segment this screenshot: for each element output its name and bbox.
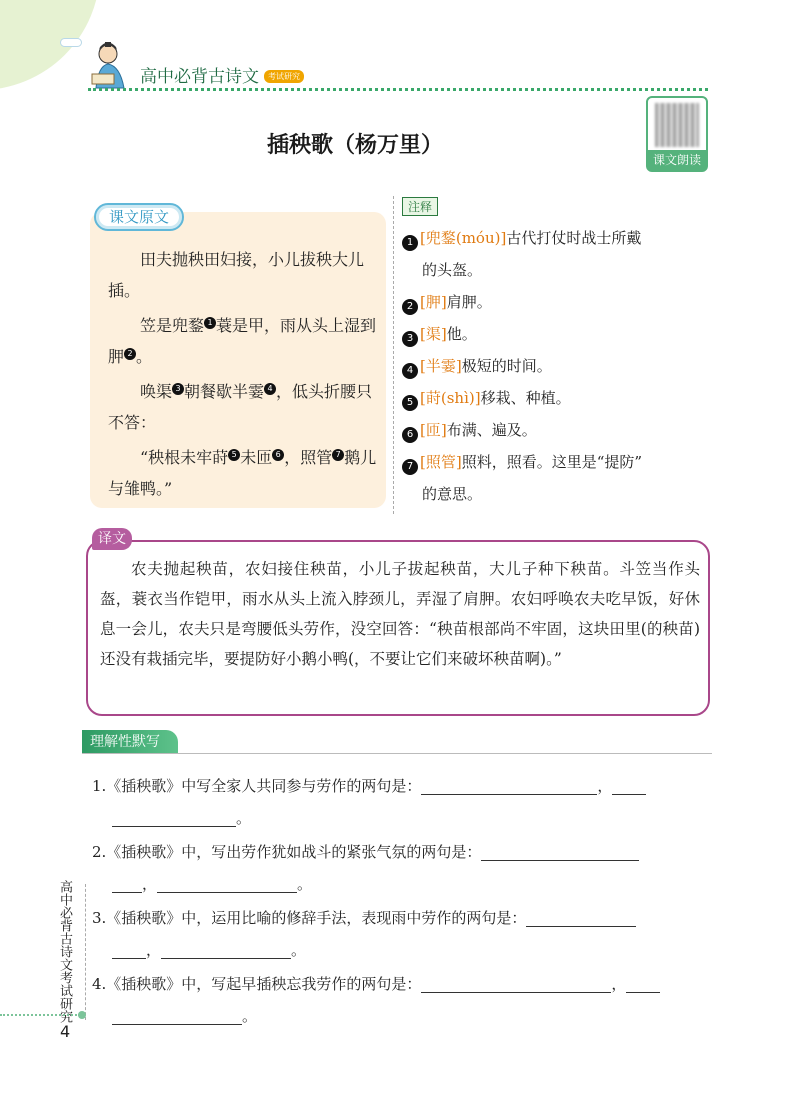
note-marker: 2 [124,348,136,360]
translation-text: 农夫抛起秧苗，农妇接住秧苗，小儿子拔起秧苗，大儿子种下秧苗。斗笠当作头盔，蓑衣当作铠甲，雨水从头上流入脖颈儿，弄湿了肩胛。农妇呼唤农夫吃早饭，好休息一会儿，农夫只是弯腰低头劳作，没空回答：“秧苗根部尚不牢固，这块田里(的秧苗)还没有栽插完毕，要提防好小鹅小鸭(，不要让它们来破坏秧苗啊)。” [100,560,700,668]
column-divider [393,196,394,514]
footer-rule [0,1014,80,1016]
translation-label: 译文 [92,528,132,550]
question-item: 1.《插秧歌》中写全家人共同参与劳作的两句是： ， 。 [92,770,712,834]
cloud-icon [60,38,82,47]
note-term: 照管 [425,453,456,471]
answer-blank[interactable] [612,777,646,795]
question-item: 3.《插秧歌》中，运用比喻的修辞手法，表现雨中劳作的两句是： ， 。 [92,902,712,966]
scholar-reading-icon [88,40,134,90]
answer-blank[interactable] [481,843,639,861]
note-term: 匝 [425,421,441,439]
page-title: 插秧歌（杨万里） [266,133,443,158]
note-item: 7 [照管]照料，照看。这里是“提防” [402,446,714,478]
answer-blank[interactable] [112,941,146,959]
note-marker: 5 [228,449,240,461]
answer-blank[interactable] [112,1007,242,1025]
note-item: 2 [胛]肩胛。 [402,286,714,318]
answer-blank[interactable] [421,777,597,795]
note-marker: 7 [332,449,344,461]
poem-line: 唤渠 3 朝餐歇半霎 4 ，低头折腰只不答： [108,382,373,432]
qr-label: 课文朗读 [648,150,706,170]
answer-blank[interactable] [526,909,636,927]
note-term: 莳(shì) [425,389,475,407]
note-term: 兜鍪(móu) [425,229,501,247]
notes-label: 注释 [402,197,438,216]
poem-line: 笠是兜鍪 1 蓑是甲，雨从头上湿到胛 2 。 [108,316,377,366]
note-item-continued: 的意思。 [422,485,483,503]
note-marker: 6 [272,449,284,461]
exercise-list [92,770,712,1034]
exercise-section-label: 理解性默写 [82,730,178,754]
side-divider [85,884,86,1020]
series-title: 高中必背古诗文 [140,67,259,87]
answer-blank[interactable] [421,975,611,993]
poem-line: 田夫抛秧田妇接，小儿拔秧大儿插。 [108,250,365,300]
note-item: 4 [半霎]极短的时间。 [402,350,714,382]
note-marker: 4 [264,383,276,395]
note-term: 渠 [425,325,441,343]
note-term: 胛 [425,293,441,311]
note-item: 6 [匝]布满、遍及。 [402,414,714,446]
note-marker: 1 [204,317,216,329]
note-item-continued: 的头盔。 [422,261,483,279]
answer-blank[interactable] [161,941,291,959]
side-series-title: 高中必背古诗文考试研究 [57,880,72,1023]
question-item: 4.《插秧歌》中，写起早插秧忘我劳作的两句是： ， 。 [92,968,712,1032]
answer-blank[interactable] [626,975,660,993]
notes-panel [402,196,714,510]
page-number: 4 [60,1022,71,1041]
note-item: 5 [莳(shì)]移栽、种植。 [402,382,714,414]
footer-dot [78,1011,86,1019]
answer-blank[interactable] [157,875,297,893]
note-term: 半霎 [425,357,456,375]
poem-line: “秧根未牢莳 5 未匝 6 ，照管 7 鹅儿与雏鸭。” [108,448,377,498]
poem-body [108,244,380,508]
question-item: 2.《插秧歌》中，写出劳作犹如战斗的紧张气氛的两句是： ， 。 [92,836,712,900]
note-marker: 3 [172,383,184,395]
answer-blank[interactable] [112,875,142,893]
corner-decoration [0,0,100,90]
note-item: 3 [渠]他。 [402,318,714,350]
header-rule [88,88,708,94]
exercise-rule [82,753,712,754]
note-item: 1 [兜鍪(móu)]古代打仗时战士所戴 [402,222,714,254]
page-header [88,40,708,94]
original-text-label: 课文原文 [94,203,184,231]
answer-blank[interactable] [112,809,236,827]
series-tag: 考试研究 [264,70,304,83]
